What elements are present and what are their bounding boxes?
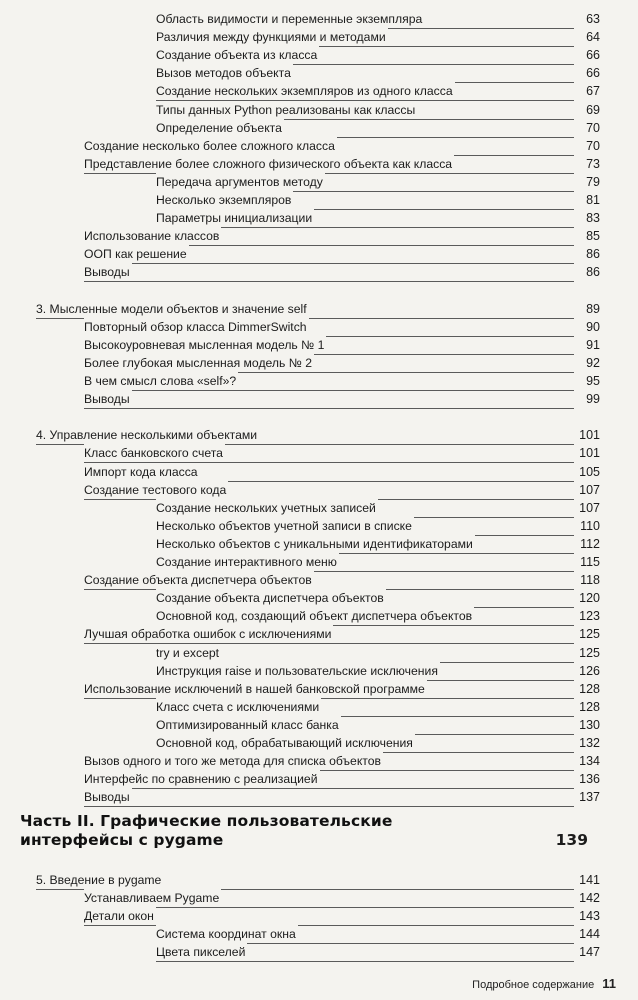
toc-entry (0, 535, 638, 553)
toc-entry-title: Вызов методов объекта (156, 66, 291, 81)
toc-entry-page: 126 (579, 663, 600, 678)
toc-entry (0, 680, 638, 698)
toc-entry-page: 132 (579, 736, 600, 750)
toc-entry-title: Создание объекта диспетчера объектов (84, 573, 312, 588)
toc-entry (0, 227, 638, 245)
toc-entry (0, 907, 638, 925)
toc-entry-page: 143 (579, 909, 600, 924)
toc-entry (0, 644, 638, 662)
toc-entry-title: Передача аргументов методу (156, 174, 323, 189)
toc-entry-page: 73 (586, 156, 600, 171)
toc-entry-title: Несколько экземпляров (156, 193, 292, 207)
footer-label: Подробное содержание (472, 979, 595, 991)
toc-entry-page: 66 (586, 66, 600, 81)
toc-entry (0, 119, 638, 137)
toc-entry-page: 101 (579, 428, 600, 443)
toc-entry-title: Область видимости и переменные экземпляра (156, 12, 423, 26)
toc-entry-page: 90 (586, 319, 600, 334)
toc-entry (0, 300, 638, 318)
toc-entry (0, 444, 638, 462)
toc-entry-title: Вызов одного и того же метода для списка объектов (84, 754, 381, 769)
toc-entry-page: 110 (580, 518, 600, 533)
toc-entry-title: Создание объекта из класса (156, 48, 318, 63)
part-title-line2: интерфейсы с pygame (20, 831, 224, 849)
toc-entry-title: Класс банковского счета (84, 446, 223, 461)
leader-line (84, 390, 574, 409)
toc-entry (0, 943, 638, 961)
toc-entry (0, 28, 638, 46)
toc-entry-title: Интерфейс по сравнению с реализацией (84, 772, 318, 787)
toc-entry (0, 925, 638, 943)
toc-entry-page: 63 (586, 12, 600, 26)
toc-entry (0, 662, 638, 680)
toc-entry-title: Создание интерактивного меню (156, 555, 337, 569)
toc-entry (0, 481, 638, 499)
toc-entry-title: Несколько объектов учетной записи в списке (156, 518, 412, 533)
toc-entry-page: 81 (586, 193, 600, 207)
toc-entry-title: Детали окон (84, 909, 154, 924)
toc-entry-page: 118 (580, 573, 600, 588)
part-heading (20, 812, 588, 850)
toc-entry-title: Создание тестового кода (84, 482, 227, 497)
toc-entry (0, 499, 638, 517)
toc-entry-title: Выводы (84, 265, 130, 280)
toc-entry-page: 134 (579, 754, 600, 769)
toc-entry (0, 716, 638, 734)
toc-entry (0, 263, 638, 281)
toc-entry-title: Выводы (84, 392, 130, 407)
toc-entry-title: Создание объекта диспетчера объектов (156, 591, 384, 606)
toc-entry-page: 136 (579, 772, 600, 787)
toc-entry-page: 101 (579, 446, 600, 461)
toc-entry-title: Лучшая обработка ошибок с исключениями (84, 627, 332, 642)
toc-entry (0, 82, 638, 100)
toc-entry-page: 128 (579, 681, 600, 696)
toc-entry-title: Создание нескольких экземпляров из одного класса (156, 84, 453, 99)
toc-entry (0, 318, 638, 336)
toc-entry-page: 107 (579, 482, 600, 497)
toc-entry-page: 95 (586, 374, 600, 388)
toc-entry-page: 91 (586, 337, 600, 352)
toc-entry-title: Создание несколько более сложного класса (84, 138, 335, 153)
toc-entry-page: 123 (579, 609, 600, 624)
toc-entry (0, 734, 638, 752)
toc-entry-page: 79 (586, 174, 600, 189)
toc-entry-page: 66 (586, 48, 600, 63)
toc-entry-title: Несколько объектов с уникальными идентификаторами (156, 536, 473, 551)
toc-entry-page: 67 (586, 84, 600, 99)
leader-line (84, 907, 574, 926)
toc-entry-page: 142 (579, 891, 600, 906)
toc-entry (0, 354, 638, 372)
toc-entry (0, 770, 638, 788)
toc-entry (0, 625, 638, 643)
toc-entry-page: 69 (586, 102, 600, 117)
page-footer (472, 976, 616, 991)
toc-entry-page: 83 (586, 211, 600, 226)
toc-entry (0, 788, 638, 806)
toc-entry-title: 3. Мысленные модели объектов и значение self (36, 301, 307, 316)
toc-entry-title: ООП как решение (84, 247, 187, 262)
toc-entry-page: 86 (586, 265, 600, 280)
toc-entry-page: 105 (579, 464, 600, 479)
toc-entry-title: В чем смысл слова «self»? (84, 374, 237, 388)
toc-entry-title: Параметры инициализации (156, 211, 313, 226)
toc-entry-title: Основной код, создающий объект диспетчера объектов (156, 609, 473, 624)
toc-entry-page: 92 (586, 355, 600, 370)
toc-entry (0, 517, 638, 535)
toc-entry-title: Определение объекта (156, 120, 282, 135)
part-page-number: 139 (555, 831, 588, 849)
toc-entry-title: Основной код, обрабатывающий исключения (156, 736, 413, 750)
toc-entry-page: 64 (586, 30, 600, 45)
toc-entry-title: 4. Управление несколькими объектами (36, 428, 258, 443)
toc-entry-page: 120 (579, 591, 600, 606)
toc-entry-page: 112 (580, 536, 600, 551)
toc-entry (0, 336, 638, 354)
toc-entry-page: 107 (579, 500, 600, 515)
toc-entry (0, 426, 638, 444)
toc-entry (0, 698, 638, 716)
toc-entry (0, 553, 638, 571)
toc-entry (0, 64, 638, 82)
leader-line (84, 788, 574, 807)
toc-entry-title: Представление более сложного физического объекта как класса (84, 156, 453, 171)
toc-entry-title: Различия между функциями и методами (156, 30, 386, 45)
toc-entry (0, 463, 638, 481)
toc-entry-title: Повторный обзор класса DimmerSwitch (84, 319, 307, 334)
toc-entry-page: 147 (579, 945, 600, 960)
toc-entry-page: 137 (579, 790, 600, 805)
toc-entry (0, 372, 638, 390)
toc-entry-title: Более глубокая мысленная модель № 2 (84, 355, 313, 370)
toc-entry-title: Типы данных Python реализованы как классы (156, 102, 416, 117)
toc-entry (0, 155, 638, 173)
toc-entry (0, 390, 638, 408)
toc-entry (0, 191, 638, 209)
toc-entry-title: Выводы (84, 790, 130, 805)
toc-entry-title: Оптимизированный класс банка (156, 717, 339, 732)
toc-entry-title: Создание нескольких учетных записей (156, 500, 376, 515)
toc-entry-page: 70 (586, 120, 600, 135)
leader-line (84, 263, 574, 282)
toc-entry (0, 46, 638, 64)
toc-entry-title: Инструкция raise и пользовательские исключения (156, 663, 438, 678)
toc-entry (0, 173, 638, 191)
toc-entry-page: 130 (579, 717, 600, 732)
toc-entry-title: Высокоуровневая мысленная модель № 1 (84, 337, 325, 352)
toc-entry-title: try и except (156, 645, 220, 660)
toc-entry (0, 101, 638, 119)
toc-entry (0, 607, 638, 625)
toc-entry-page: 125 (579, 645, 600, 660)
toc-entry-title: Система координат окна (156, 927, 296, 942)
toc-entry-page: 128 (579, 699, 600, 714)
part-title-line1: Часть II. Графические пользовательские (20, 812, 393, 830)
toc-entry (0, 137, 638, 155)
toc-entry-page: 85 (586, 229, 600, 244)
toc-entry (0, 589, 638, 607)
toc-entry (0, 889, 638, 907)
toc-entry-title: Использование исключений в нашей банковской программе (84, 681, 425, 696)
toc-entry (0, 871, 638, 889)
toc-entry (0, 571, 638, 589)
toc-entry-title: Использование классов (84, 229, 220, 244)
toc-entry-page: 70 (586, 138, 600, 153)
toc-entry (0, 209, 638, 227)
toc-entry-title: Класс счета с исключениями (156, 699, 320, 714)
toc-entry-page: 115 (580, 555, 600, 569)
toc-entry-page: 141 (579, 873, 600, 887)
toc-entry-page: 144 (579, 927, 600, 942)
toc-entry-page: 99 (586, 392, 600, 407)
toc-entry-page: 89 (586, 301, 600, 316)
toc-entry (0, 245, 638, 263)
toc-entry (0, 752, 638, 770)
toc-entry-page: 125 (579, 627, 600, 642)
toc-entry-title: Устанавливаем Pygame (84, 891, 220, 906)
toc-entry-page: 86 (586, 247, 600, 262)
footer-page-number: 11 (602, 976, 616, 991)
toc-entry (0, 10, 638, 28)
toc-entry-title: Импорт кода класса (84, 464, 198, 479)
toc-entry-title: 5. Введение в pygame (36, 873, 162, 887)
toc-entry-title: Цвета пикселей (156, 945, 246, 960)
